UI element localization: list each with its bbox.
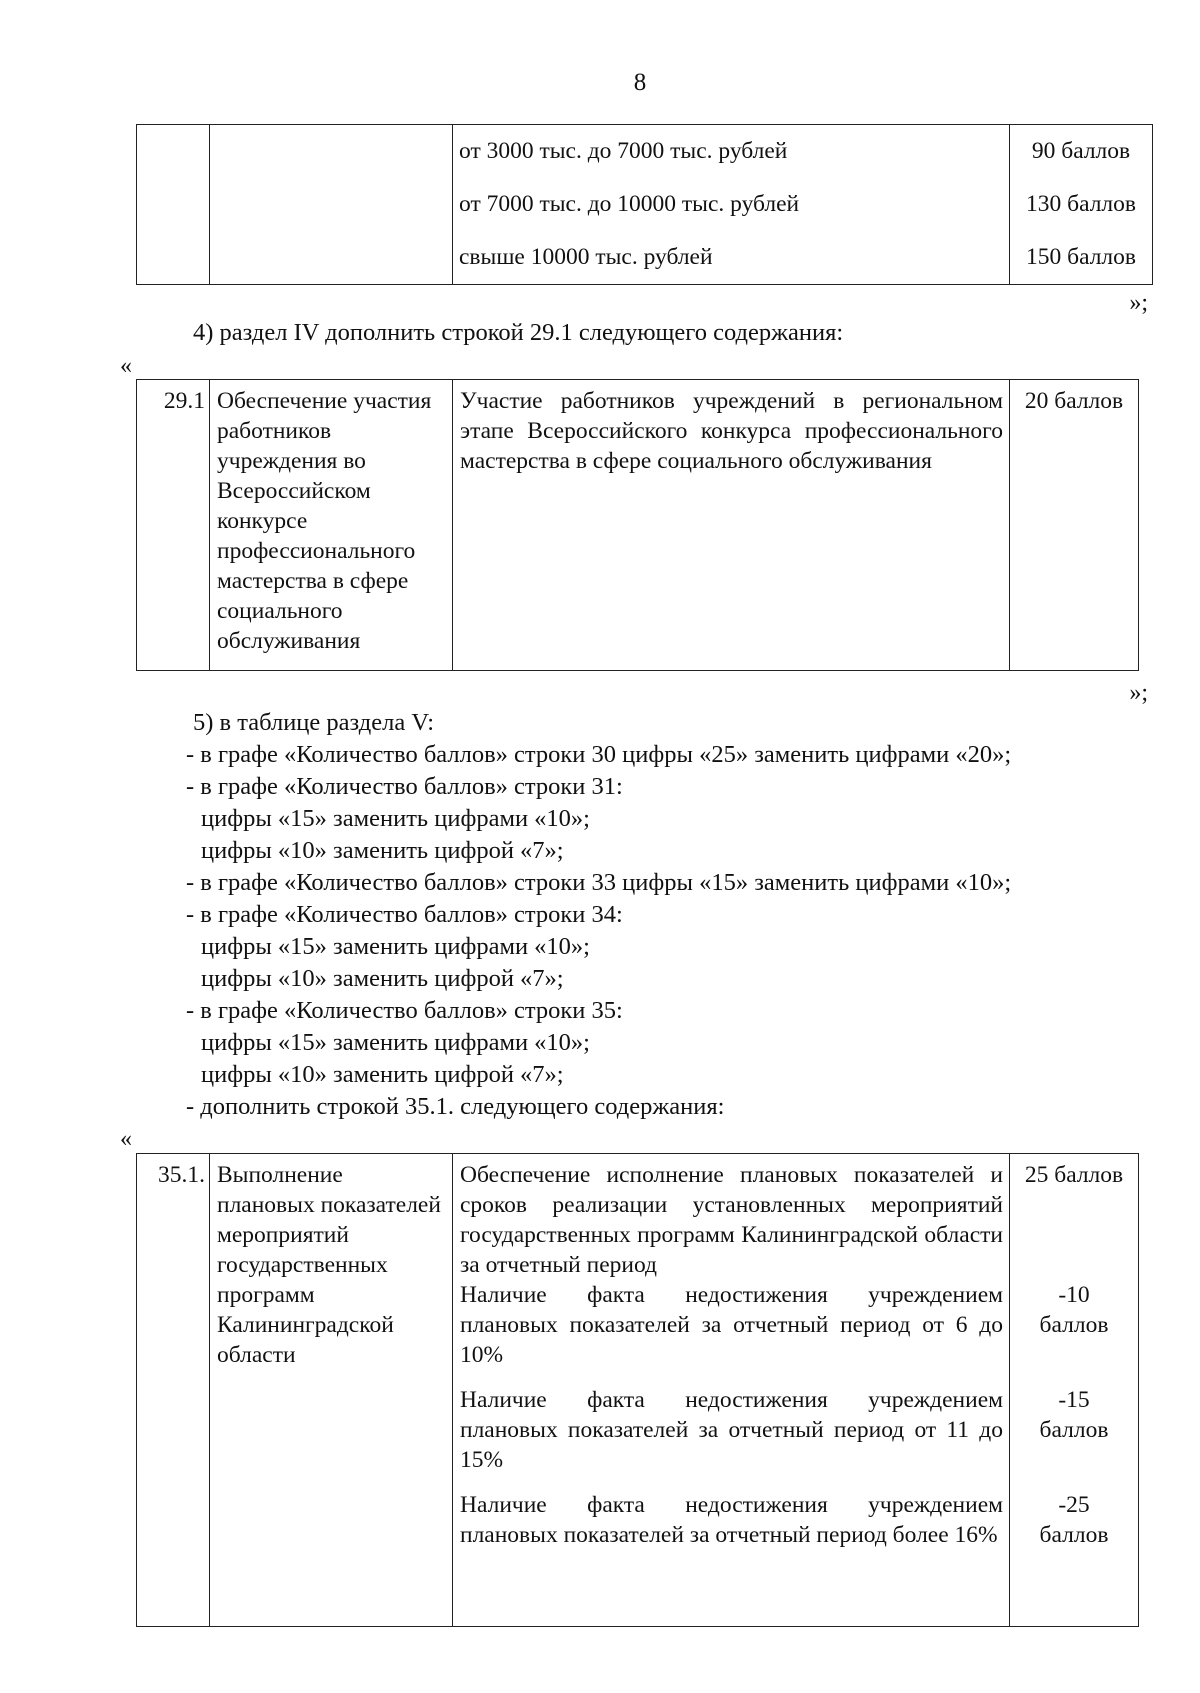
table-cell-ranges (453, 125, 1010, 285)
page-number: 8 (633, 69, 647, 96)
closing-quote: »; (1129, 290, 1148, 316)
paragraph-5-line: - в графе «Количество баллов» строки 30 цифры «25» заменить цифрами «20»; (186, 741, 1012, 768)
range-text: от 3000 тыс. до 7000 тыс. рублей (459, 138, 788, 164)
closing-quote: »; (1129, 680, 1148, 706)
paragraph-5-line: цифры «15» заменить цифрами «10»; (201, 933, 590, 960)
table-continuation (136, 124, 1153, 285)
range-text: от 7000 тыс. до 10000 тыс. рублей (459, 191, 800, 217)
paragraph-5-line: цифры «10» заменить цифрой «7»; (201, 1061, 564, 1088)
criterion-text: Наличие факта недостижения учреждением плановых показателей за отчетный период от 11 до 15% (460, 1387, 1003, 1473)
points-value: 90 баллов (1031, 138, 1131, 164)
criteria-cell (453, 1154, 1010, 1627)
points-value: -25 баллов (1039, 1492, 1109, 1548)
opening-quote: « (120, 1126, 132, 1152)
paragraph-4: 4) раздел IV дополнить строкой 29.1 следующего содержания: (193, 319, 844, 346)
row-number: 29.1 (137, 380, 210, 671)
criterion-text: Обеспечение исполнение плановых показателей и сроков реализации установленных мероприятий государственных программ Калининградской области за отчетный период (460, 1162, 1003, 1278)
indicator-name: Выполнение плановых показателей мероприятий государственных программ Калининградской области (210, 1154, 453, 1627)
paragraph-5-line: - дополнить строкой 35.1. следующего содержания: (186, 1093, 725, 1120)
table-cell-points (1010, 125, 1153, 285)
points-cell (1010, 1154, 1139, 1627)
row-number: 35.1. (137, 1154, 210, 1627)
paragraph-5-line: - в графе «Количество баллов» строки 35: (186, 997, 623, 1024)
criterion-text: Участие работников учреждений в региональном этапе Всероссийского конкурса профессионального мастерства в сфере социального обслуживания (453, 380, 1010, 671)
paragraph-5-line: цифры «10» заменить цифрой «7»; (201, 965, 564, 992)
criterion-text: Наличие факта недостижения учреждением плановых показателей за отчетный период более 16% (460, 1492, 1003, 1548)
indicator-name: Обеспечение участия работников учреждения во Всероссийском конкурсе профессионального мастерства в сфере социального обслуживания (210, 380, 453, 671)
points-value: 130 баллов (1025, 191, 1137, 217)
paragraph-5-line: - в графе «Количество баллов» строки 31: (186, 773, 623, 800)
table-cell-number (137, 125, 210, 285)
points-value: 25 баллов (1024, 1162, 1124, 1188)
paragraph-5-line: - в графе «Количество баллов» строки 34: (186, 901, 623, 928)
paragraph-5-line: цифры «15» заменить цифрами «10»; (201, 1029, 590, 1056)
table-row-35-1 (136, 1153, 1139, 1627)
points-value: 20 баллов (1010, 380, 1139, 671)
opening-quote: « (120, 353, 132, 379)
table-row-29-1 (136, 379, 1139, 671)
paragraph-5-line: - в графе «Количество баллов» строки 33 цифры «15» заменить цифрами «10»; (186, 869, 1012, 896)
range-text: свыше 10000 тыс. рублей (459, 244, 713, 270)
points-value: 150 баллов (1025, 244, 1137, 270)
paragraph-5-line: цифры «10» заменить цифрой «7»; (201, 837, 564, 864)
table-cell-name (210, 125, 453, 285)
paragraph-5-heading: 5) в таблице раздела V: (193, 709, 435, 736)
paragraph-5-line: цифры «15» заменить цифрами «10»; (201, 805, 590, 832)
points-value: -10 баллов (1039, 1282, 1109, 1338)
points-value: -15 баллов (1039, 1387, 1109, 1443)
criterion-text: Наличие факта недостижения учреждением плановых показателей за отчетный период от 6 до 10% (460, 1282, 1003, 1368)
